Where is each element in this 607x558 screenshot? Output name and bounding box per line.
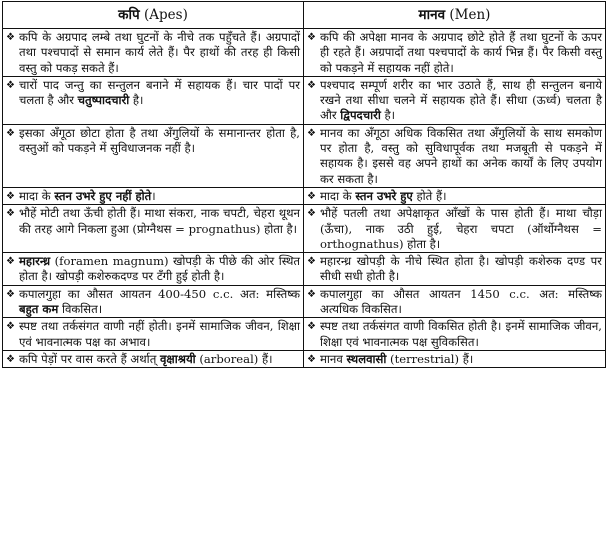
apes-point <box>19 189 300 204</box>
apes-point <box>19 254 300 285</box>
diamond-bullet-icon: ❖ <box>307 190 316 202</box>
men-cell <box>304 187 606 204</box>
table-row <box>3 29 606 77</box>
apes-column-header <box>3 2 304 29</box>
apes-point-bold: बहुत कम <box>19 302 59 317</box>
diamond-bullet-icon: ❖ <box>6 127 15 139</box>
apes-point-text: चारों पाद जन्तु का सन्तुलन बनाने में सहायक हैं। चार पादों पर चलता है और <box>19 77 300 108</box>
apes-point-text: कपि के अग्रपाद लम्बे तथा घुटनों के नीचे तक पहुँचते हैं। अग्रपादों तथा पश्चपादों से समान कार्य लेते हैं। पैर हाथों की तरह ही किसी वस्तु को पकड़ सकते हैं। <box>19 30 300 75</box>
apes-point-bold: वृक्षाश्रयी <box>159 351 196 366</box>
apes-cell <box>3 318 304 351</box>
diamond-bullet-icon: ❖ <box>307 353 316 365</box>
men-point-bold: द्विपदचारी <box>340 108 381 123</box>
table-row <box>3 285 606 318</box>
men-point <box>320 78 602 124</box>
men-point-text: मानव <box>320 351 347 366</box>
apes-point <box>19 30 300 76</box>
apes-point <box>19 126 300 157</box>
diamond-bullet-icon: ❖ <box>6 32 15 43</box>
apes-point-text: भौहें मोटी तथा ऊँची होती हैं। माथा संकरा, नाक चपटी, चेहरा थूथन की तरह आगे निकला हुआ (प्रोग्नैथस = prognathus) होता है। <box>19 206 300 236</box>
apes-cell <box>3 350 304 367</box>
table-row <box>3 350 606 367</box>
men-point-text: कपि की अपेक्षा मानव के अग्रपाद छोटे होते हैं तथा घुटनों के ऊपर ही रहते हैं। अग्रपादों तथा पश्चपादों के कार्य भिन्न हैं। पैर किसी वस्तु को पकड़ने में सहायक नहीं होते। <box>320 30 602 75</box>
men-point <box>320 206 602 252</box>
apes-point-text-end: (foramen magnum) खोपड़ी के पीछे की ओर स्थित होता है। खोपड़ी कशेरुकदण्ड पर टँगी हुई होती है। <box>19 254 300 284</box>
diamond-bullet-icon: ❖ <box>6 288 15 300</box>
apes-point-text: मादा के <box>19 188 55 203</box>
table-row <box>3 76 606 124</box>
men-point <box>320 30 602 76</box>
apes-cell <box>3 124 304 187</box>
men-cell <box>304 253 606 286</box>
men-cell <box>304 76 606 124</box>
men-point <box>320 189 602 204</box>
men-point-text: पश्चपाद सम्पूर्ण शरीर का भार उठाते हैं, साथ ही सन्तुलन बनाये रखने तथा सीधा चलने में सहायक होते हैं। सीधा (ऊर्ध्व) चलता है और <box>320 77 602 123</box>
diamond-bullet-icon: ❖ <box>6 79 15 91</box>
apes-point-text-end: (arboreal) हैं। <box>195 351 273 366</box>
table-row <box>3 318 606 351</box>
men-point <box>320 287 602 318</box>
men-cell <box>304 318 606 351</box>
apes-header-english: (Apes) <box>144 7 188 23</box>
men-point-text: महारन्ध्र खोपड़ी के नीचे स्थित होता है। खोपड़ी कशेरुक दण्ड पर सीधी सधी होती है। <box>320 254 602 284</box>
apes-point <box>19 206 300 237</box>
men-cell <box>304 124 606 187</box>
men-column-header <box>304 2 606 29</box>
apes-cell <box>3 253 304 286</box>
men-point-text: कपालगुहा का औसत आयतन 1450 c.c. अत: मस्तिष्क अत्यधिक विकसित। <box>320 286 602 317</box>
diamond-bullet-icon: ❖ <box>307 79 316 91</box>
apes-point <box>19 319 300 350</box>
men-point <box>320 319 602 350</box>
table-row <box>3 124 606 187</box>
men-header-hindi: मानव <box>418 7 446 23</box>
men-cell <box>304 350 606 367</box>
men-point-text: मादा के <box>320 188 356 203</box>
comparison-table <box>2 1 606 368</box>
diamond-bullet-icon: ❖ <box>6 256 15 268</box>
men-point-text-end: होते हैं। <box>412 188 447 203</box>
diamond-bullet-icon: ❖ <box>307 32 316 43</box>
diamond-bullet-icon: ❖ <box>307 127 316 139</box>
men-point-bold: स्तन उभरे हुए <box>355 188 413 203</box>
apes-header-hindi: कपि <box>118 7 140 23</box>
diamond-bullet-icon: ❖ <box>307 256 316 268</box>
apes-cell <box>3 205 304 253</box>
men-point <box>320 126 602 187</box>
apes-point-text-end: । <box>151 188 156 203</box>
apes-cell <box>3 285 304 318</box>
diamond-bullet-icon: ❖ <box>6 190 15 202</box>
diamond-bullet-icon: ❖ <box>6 353 15 365</box>
men-point-text-end: (terrestrial) हैं। <box>386 351 474 366</box>
apes-point-text: कपि पेड़ों पर वास करते हैं अर्थात् <box>19 351 160 366</box>
diamond-bullet-icon: ❖ <box>307 208 316 220</box>
apes-point-bold: स्तन उभरे हुए नहीं होते <box>54 188 152 203</box>
men-point-text: स्पष्ट तथा तर्कसंगत वाणी विकसित होती है। इनमें सामाजिक जीवन, शिक्षा एवं भावनात्मक पक्ष सुविकसित। <box>320 319 602 349</box>
diamond-bullet-icon: ❖ <box>6 208 15 220</box>
apes-cell <box>3 76 304 124</box>
men-point-text-end: है। <box>380 108 396 123</box>
apes-point-text-end: है। <box>129 93 144 108</box>
diamond-bullet-icon: ❖ <box>307 321 316 333</box>
apes-point-bold: चतुष्पादचारी <box>77 93 130 108</box>
men-point-text: भौहें पतली तथा अपेक्षाकृत आँखों के पास होती हैं। माथा चौड़ा (ऊँचा), नाक उठी हुई, चेहरा चपटा (ऑर्थोग्नैथस = orthognathus) होता है। <box>320 206 602 251</box>
men-point <box>320 254 602 285</box>
men-point-text: मानव का अँगूठा अधिक विकसित तथा अँगुलियों के साथ समकोण पर होता है, वस्तु को सुविधापूर्वक तथा मजबूती से पकड़ने में सहायक है। इससे वह अपने हाथों का अनेक कार्यों के लिए उपयोग कर सकता है। <box>320 125 602 186</box>
apes-cell <box>3 29 304 77</box>
table-row <box>3 187 606 204</box>
apes-point <box>19 287 300 318</box>
table-row <box>3 205 606 253</box>
men-point <box>320 352 602 367</box>
men-cell <box>304 285 606 318</box>
header-row <box>3 2 606 29</box>
apes-cell <box>3 187 304 204</box>
apes-point-text-end: विकसित। <box>58 302 103 317</box>
apes-point <box>19 78 300 109</box>
table-row <box>3 253 606 286</box>
apes-point <box>19 352 300 367</box>
diamond-bullet-icon: ❖ <box>6 321 15 333</box>
apes-point-text: कपालगुहा का औसत आयतन 400-450 c.c. अत: मस्तिष्क <box>19 286 300 301</box>
men-cell <box>304 205 606 253</box>
apes-point-text: स्पष्ट तथा तर्कसंगत वाणी नहीं होती। इनमें सामाजिक जीवन, शिक्षा एवं भावनात्मक पक्ष का अभाव। <box>19 319 300 349</box>
men-point-bold: स्थलवासी <box>346 351 387 366</box>
diamond-bullet-icon: ❖ <box>307 288 316 300</box>
apes-point-bold: महारन्ध्र <box>19 254 51 269</box>
apes-point-text: इसका अँगूठा छोटा होता है तथा अँगुलियों के समानान्तर होता है, वस्तुओं को पकड़ने में सुविधाजनक नहीं है। <box>19 125 300 156</box>
men-cell <box>304 29 606 77</box>
men-header-english: (Men) <box>449 7 491 23</box>
